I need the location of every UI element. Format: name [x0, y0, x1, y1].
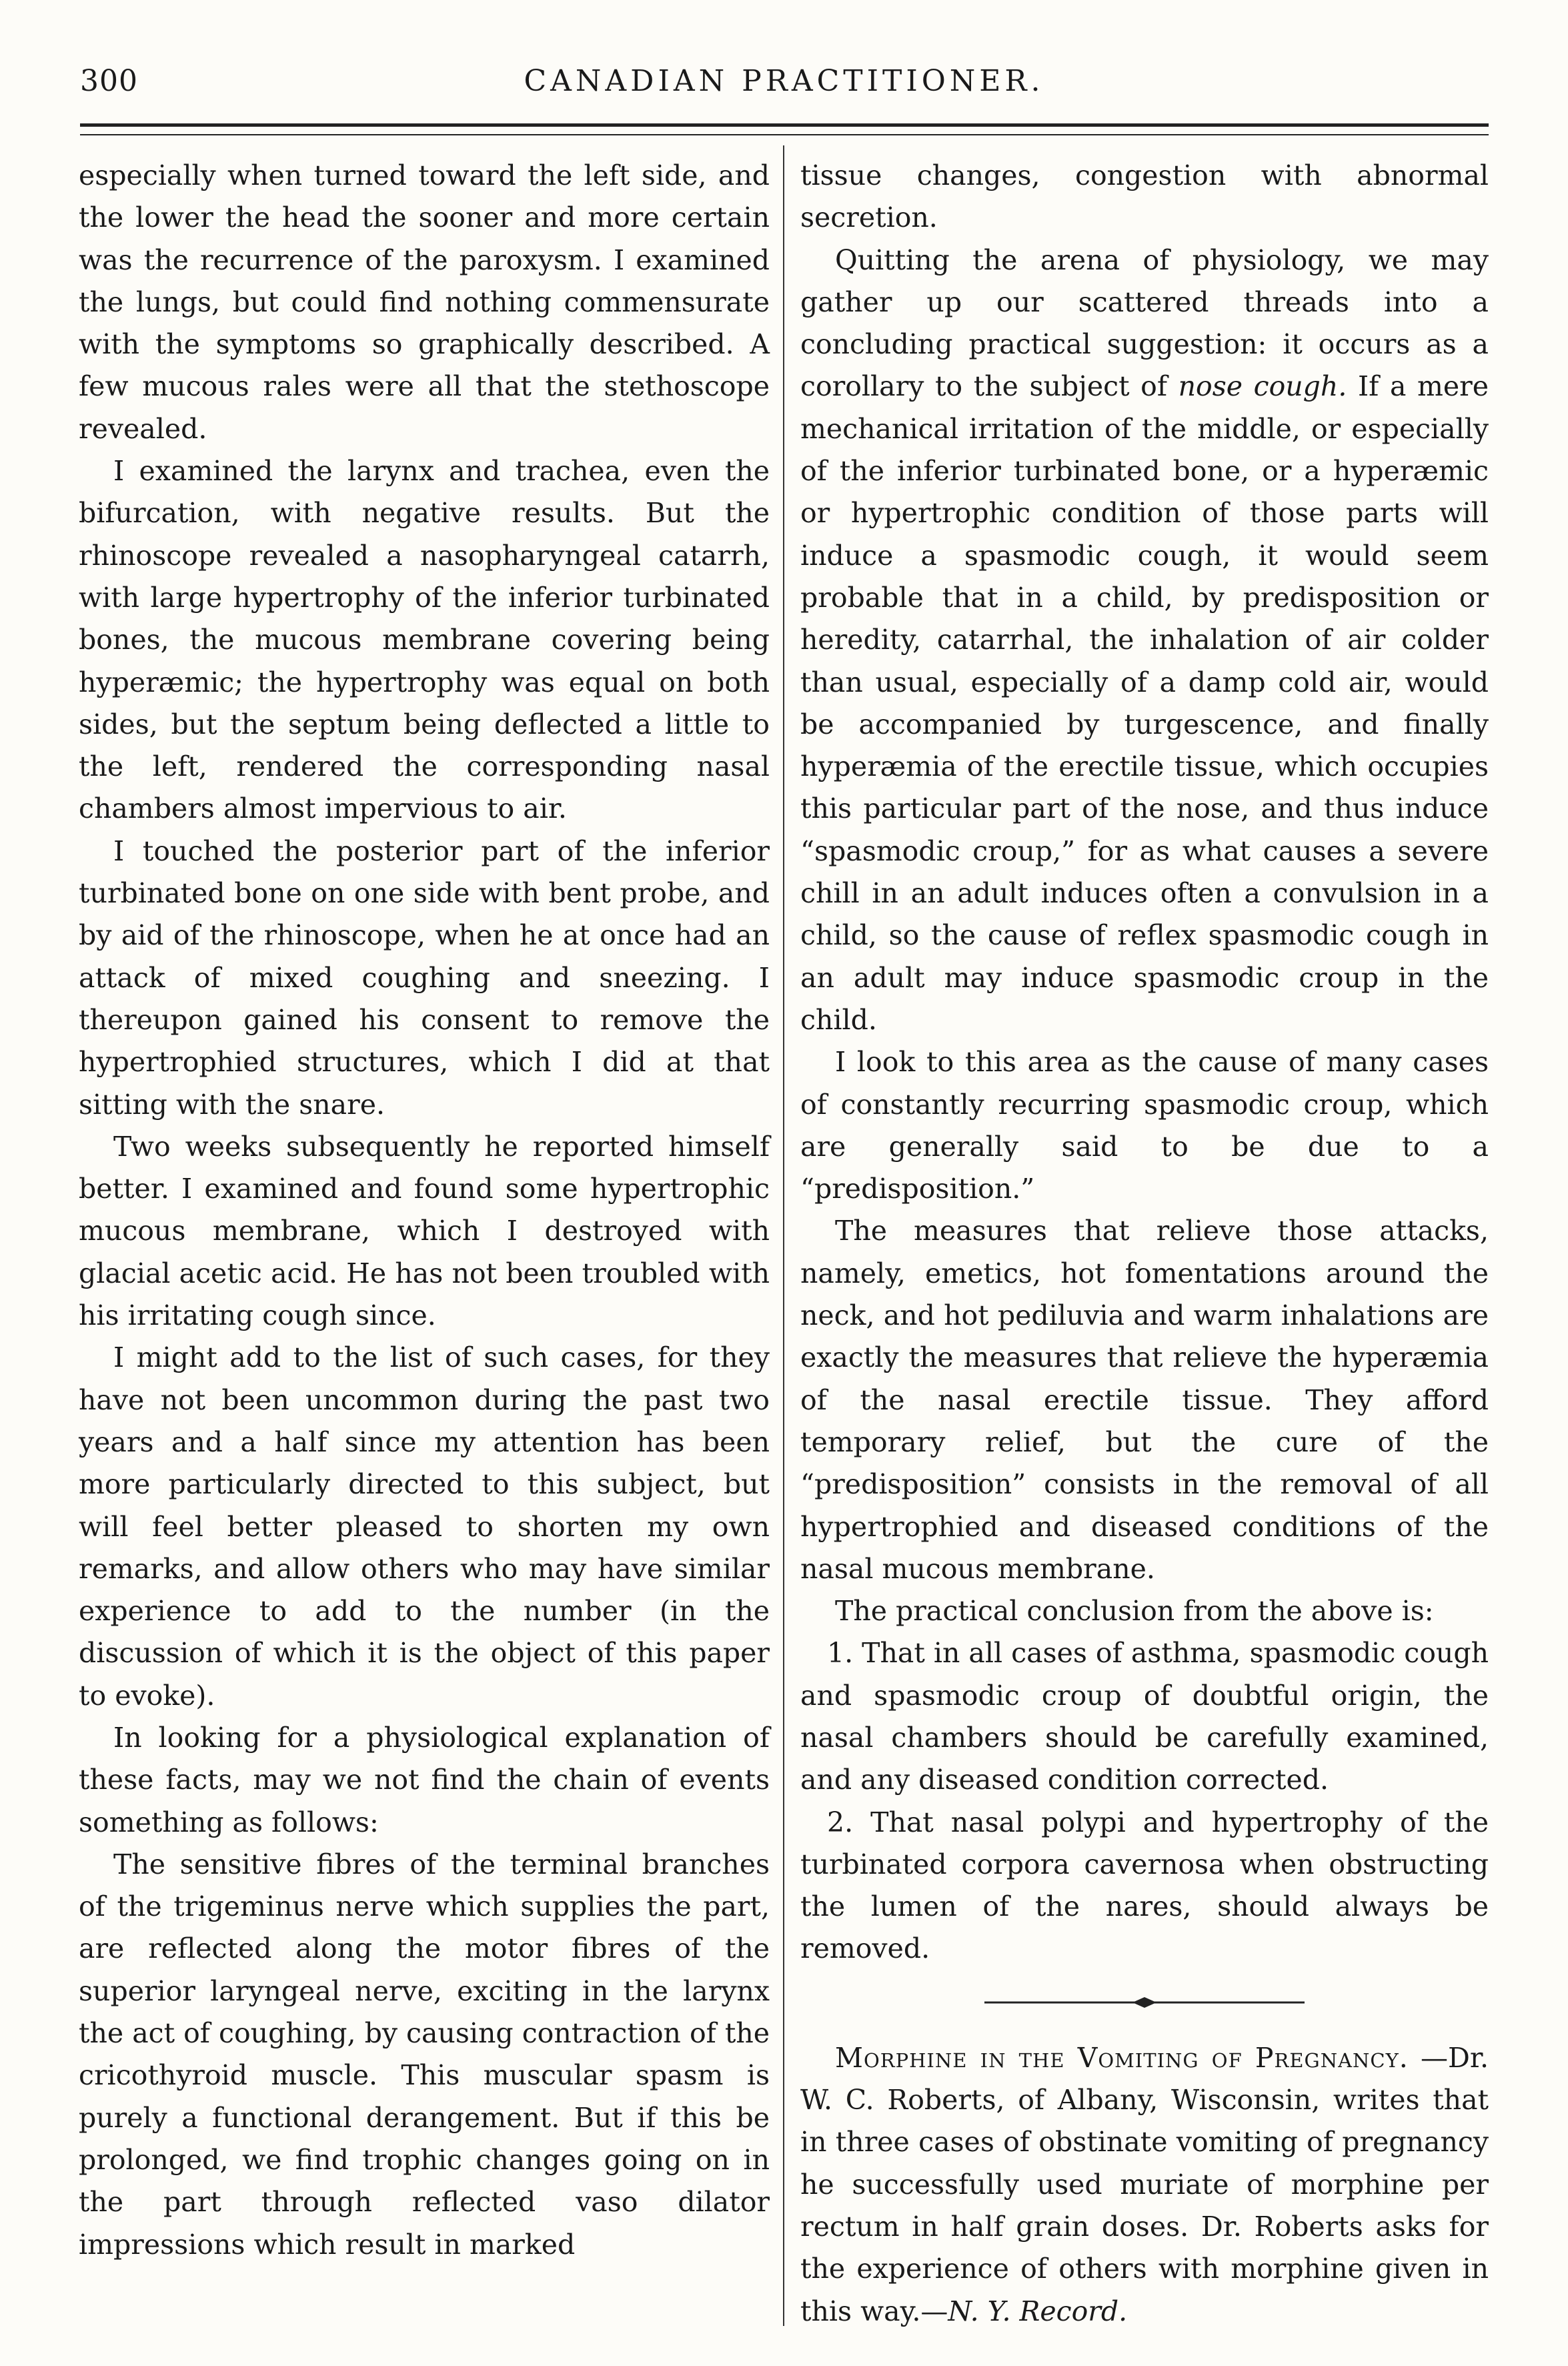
left-column	[79, 155, 770, 2266]
list-item: 2. That nasal polypi and hypertrophy of the turbinated corpora cavernosa when obstructing the lumen of the nares, should always be removed.	[800, 1806, 1489, 1965]
article-paragraph	[800, 2037, 1489, 2333]
emphasis-term: nose cough.	[1178, 370, 1347, 403]
paragraph: The sensitive fibres of the terminal branches of the trigeminus nerve which supplies the part, are reflected along the motor fibres of the superior laryngeal nerve, exciting in the larynx the act of coughing, by causing contraction of the cricothyroid muscle. This muscular spasm is purely a functional derangement. But if this be prolonged, we find trophic changes going on in the part through reflected vaso dilator impressions which result in marked	[79, 1848, 770, 2261]
paragraph: I touched the posterior part of the inferior turbinated bone on one side with bent probe, and by aid of the rhinoscope, when he at once had an attack of mixed coughing and sneezing. I thereupon gained his consent to remove the hypertrophied structures, which I did at that sitting with the snare.	[79, 834, 770, 1121]
article-source: N. Y. Record.	[948, 2295, 1128, 2327]
article-heading: Morphine in the Vomiting of Pregnancy.	[835, 2041, 1409, 2074]
paragraph	[800, 239, 1489, 1042]
paragraph: I might add to the list of such cases, for they have not been uncommon during the past two years and a half since my attention has been more particularly directed to this subject, but will feel better pleased to shorten my own remarks, and allow others who may have similar experience to add to the number (in the discussion of which it is the object of this paper to evoke).	[79, 1341, 770, 1712]
column-divider	[783, 145, 784, 2326]
paragraph: I look to this area as the cause of many cases of constantly recurring spasmodic croup, which are generally said to be due to a “predisposition.”	[800, 1046, 1489, 1205]
header-rule-thin	[80, 134, 1489, 135]
paragraph: In looking for a physiological explanation of these facts, may we not find the chain of events something as follows:	[79, 1721, 770, 1838]
paragraph-text: If a mere mechanical irritation of the middle, or especially of the inferior turbinated bone, or a hyperæmic or hypertrophic condition of those parts will induce a spasmodic cough, it would seem probable that in a child, by predisposition or heredity, catarrhal, the inhalation of air colder than usual, especially of a damp cold air, would be accompanied by turgescence, and finally hyperæmia of the erectile tissue, which occupies this particular part of the nose, and thus induce “spasmodic croup,” for as what causes a severe chill in an adult induces often a convulsion in a child, so the cause of reflex spasmodic cough in an adult may induce spasmodic croup in the child.	[800, 370, 1489, 1036]
running-head: CANADIAN PRACTITIONER.	[524, 64, 1044, 98]
paragraph: I examined the larynx and trachea, even the bifurcation, with negative results. But the rhinoscope revealed a nasopharyngeal catarrh, with large hypertrophy of the inferior turbinated bones, the mucous membrane covering being hyperæmic; the hypertrophy was equal on both sides, but the septum being deflected a little to the left, rendered the corresponding nasal chambers almost impervious to air.	[79, 455, 770, 825]
paragraph: tissue changes, congestion with abnormal secretion.	[800, 159, 1489, 234]
article-body: —Dr. W. C. Roberts, of Albany, Wisconsin, writes that in three cases of obstinate vomiting of pregnancy he successfully used muriate of morphine per rectum in half grain doses. Dr. Roberts asks for the experience of others with morphine given in this way.—	[800, 2041, 1489, 2327]
page-number: 300	[80, 64, 138, 98]
header-rule-thick	[80, 123, 1489, 127]
paragraph-text: Quitting the arena of physiology, we may gather up our scattered threads into a concluding practical suggestion: it occurs as a corollary to the subject of	[800, 243, 1489, 403]
paragraph: The measures that relieve those attacks, namely, emetics, hot fomentations around the neck, and hot pediluvia and warm inhalations are exactly the measures that relieve the hyperæmia of the nasal erectile tissue. They afford temporary relief, but the cure of the “predisposition” consists in the removal of all hypertrophied and diseased conditions of the nasal mucous membrane.	[800, 1215, 1489, 1585]
paragraph: especially when turned toward the left side, and the lower the head the sooner and more certain was the recurrence of the paroxysm. I examined the lungs, but could find nothing commensurate with the symptoms so graphically described. A few mucous rales were all that the stethoscope revealed.	[79, 159, 770, 445]
section-ornament	[978, 1994, 1311, 2010]
paragraph: The practical conclusion from the above is:	[835, 1595, 1434, 1628]
list-item: 1. That in all cases of asthma, spasmodic cough and spasmodic croup of doubtful origin, the nasal chambers should be carefully examined, and any diseased condition corrected.	[800, 1637, 1489, 1796]
paragraph: Two weeks subsequently he reported himself better. I examined and found some hypertrophic mucous membrane, which I destroyed with glacial acetic acid. He has not been troubled with his irritating cough since.	[79, 1130, 770, 1332]
right-column	[800, 155, 1489, 2333]
